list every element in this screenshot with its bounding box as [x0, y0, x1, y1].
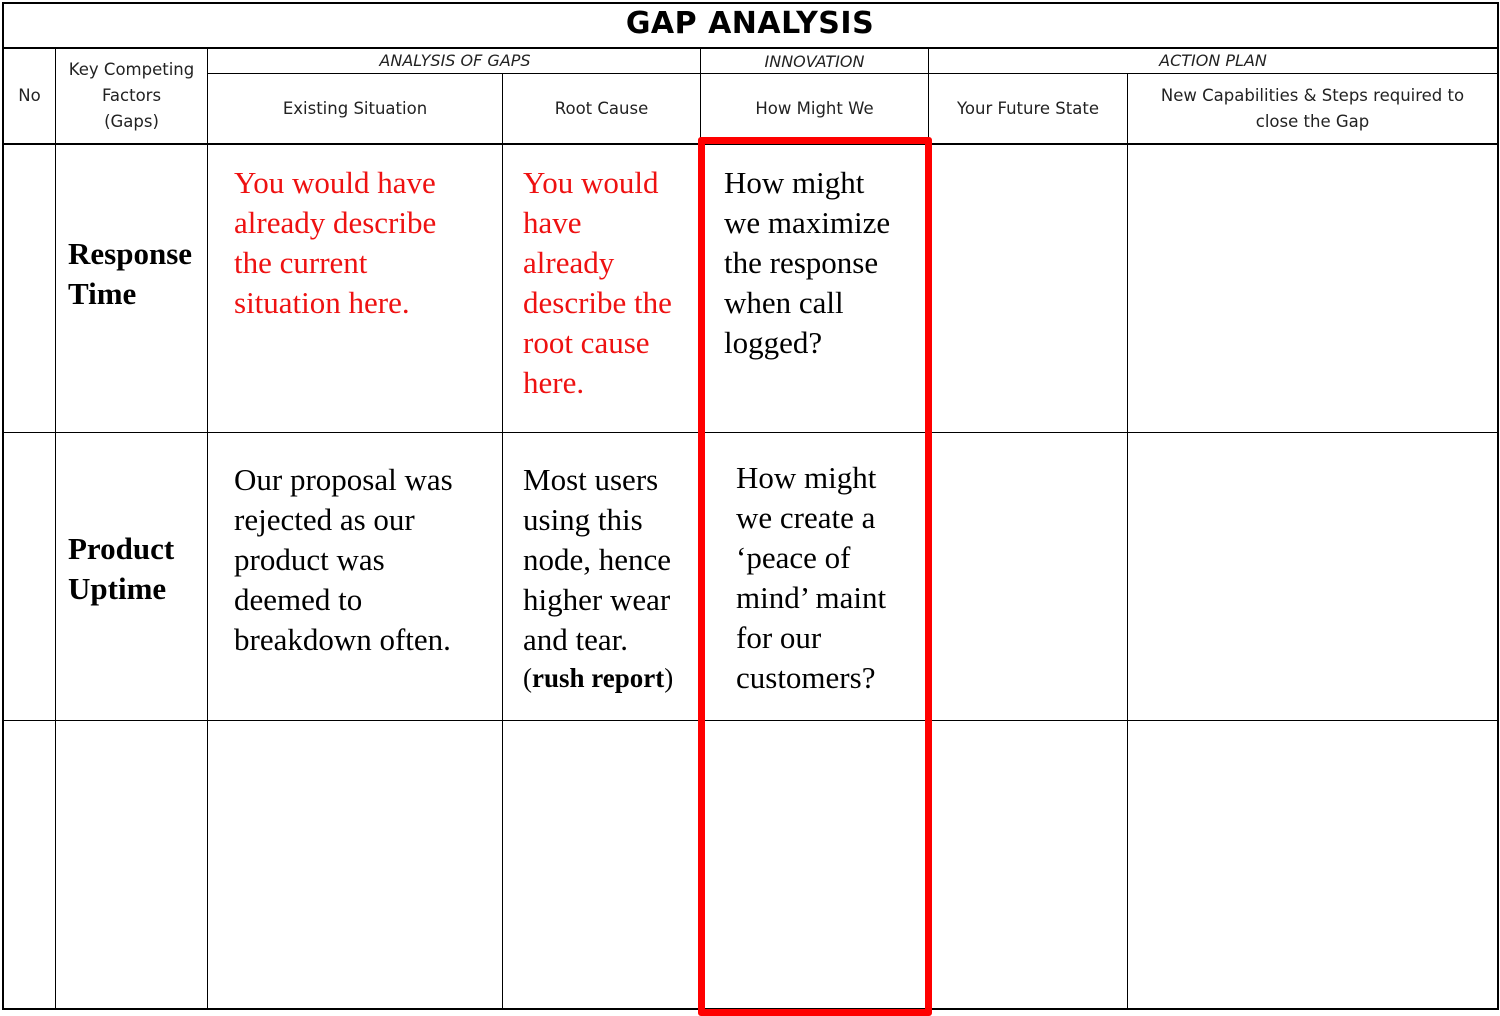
header-line: New Capabilities & Steps required to: [1160, 86, 1465, 105]
text-line: describe the: [523, 285, 672, 320]
paren-open: (: [523, 663, 532, 693]
grid-line: [2, 2, 1498, 4]
column-header-how-might-we: How Might We: [755, 99, 874, 118]
text-line: rejected as our: [234, 502, 415, 537]
grid-line: [2, 2, 4, 1010]
text-line: situation here.: [234, 285, 410, 320]
text-line: How might: [736, 460, 877, 495]
text-line: customers?: [736, 660, 876, 695]
group-header-action-plan: ACTION PLAN: [1159, 51, 1267, 70]
grid-line: [208, 73, 1498, 74]
group-header-analysis: ANALYSIS OF GAPS: [379, 51, 531, 70]
text-line: ‘peace of: [736, 540, 851, 575]
text-line: Product: [68, 531, 175, 566]
text-line: we maximize: [724, 205, 891, 240]
text-line: You would have: [234, 165, 436, 200]
text-line: How might: [724, 165, 865, 200]
row-1-existing-situation: [234, 163, 502, 323]
header-line: Factors: [101, 86, 162, 105]
header-line: close the Gap: [1255, 112, 1370, 131]
text-line: root cause: [523, 325, 650, 360]
text-line: You would: [523, 165, 659, 200]
header-line: (Gaps): [104, 112, 159, 131]
text-line: here.: [523, 365, 585, 400]
text-line: mind’ maint: [736, 580, 887, 615]
column-header-root-cause: Root Cause: [554, 99, 649, 118]
text-line: Uptime: [68, 571, 167, 606]
text-line: higher wear: [523, 582, 671, 617]
text-line: Response: [68, 236, 193, 271]
row-1-root-cause: [523, 163, 700, 403]
row-2-root-cause: [523, 460, 700, 696]
text-line: using this: [523, 502, 643, 537]
grid-line: [1127, 73, 1128, 1010]
text-line: for our: [736, 620, 822, 655]
row-2-key-factor: [68, 529, 207, 609]
page-title: GAP ANALYSIS: [625, 6, 875, 41]
text-line: already describe: [234, 205, 437, 240]
text-line: Our proposal was: [234, 462, 453, 497]
column-header-future-state: Your Future State: [957, 99, 1099, 118]
header-line: Key Competing: [68, 60, 195, 79]
text-line: [523, 660, 700, 696]
grid-line: [1497, 2, 1499, 1010]
column-header-key-competing-factors: [56, 57, 207, 135]
text-line: the response: [724, 245, 879, 280]
grid-line: [502, 73, 503, 1010]
text-line: when call: [724, 285, 844, 320]
text-line: product was: [234, 542, 385, 577]
column-header-new-capabilities: [1128, 83, 1497, 135]
row-2-existing-situation: [234, 460, 502, 660]
text-line: logged?: [724, 325, 823, 360]
row-1-key-factor: [68, 234, 207, 314]
grid-line: [2, 47, 1498, 49]
rush-report-label: rush report: [532, 663, 665, 693]
text-line: we create a: [736, 500, 876, 535]
text-line: deemed to: [234, 582, 363, 617]
text-line: Most users: [523, 462, 659, 497]
column-header-existing-situation: Existing Situation: [282, 99, 428, 118]
grid-line: [55, 47, 56, 1010]
text-line: have: [523, 205, 582, 240]
text-line: already: [523, 245, 615, 280]
paren-close: ): [664, 663, 674, 693]
innovation-highlight-box: [698, 137, 932, 1016]
text-line: and tear.: [523, 622, 629, 657]
group-header-innovation: INNOVATION: [764, 52, 865, 71]
text-line: node, hence: [523, 542, 672, 577]
text-line: breakdown often.: [234, 622, 451, 657]
text-line: Time: [68, 276, 137, 311]
text-line: the current: [234, 245, 368, 280]
grid-line: [207, 47, 208, 1010]
column-header-no: No: [18, 86, 41, 105]
